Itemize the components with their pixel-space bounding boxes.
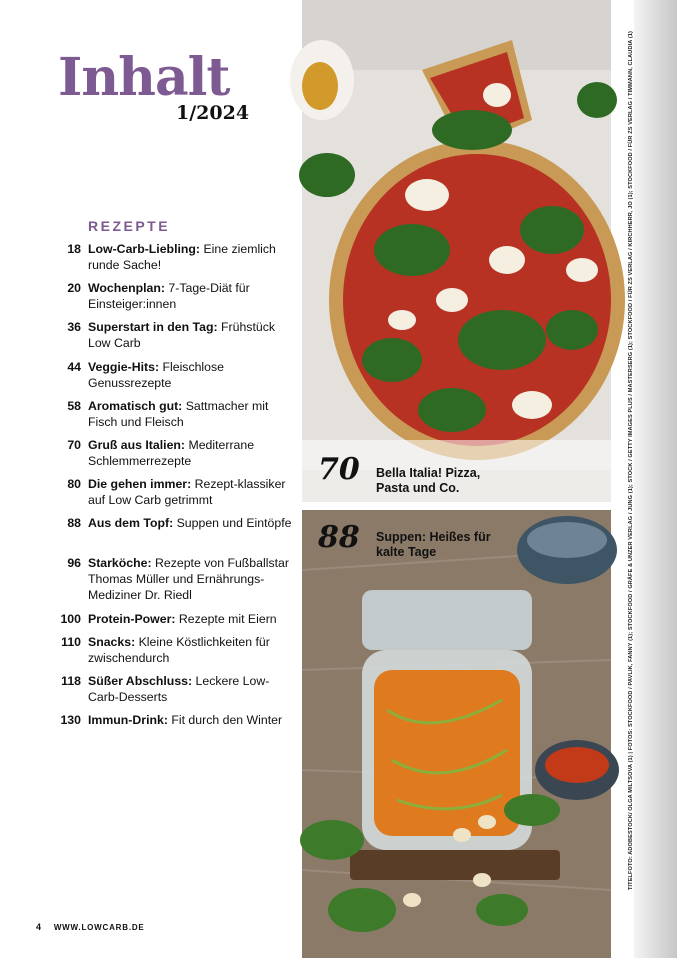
toc-page-number: 20 (67, 281, 81, 296)
toc-page-number: 18 (67, 242, 81, 256)
toc-page-number: 96 (67, 555, 81, 570)
feature-caption: Suppen: Heißes für kalte Tage (376, 530, 491, 559)
footer-page-number: 4 (36, 922, 42, 932)
toc-entry[interactable] (56, 712, 292, 751)
section-heading: REZEPTE (88, 218, 171, 234)
toc-entry-description: Eine ziemlich runde Sache! (88, 242, 276, 272)
toc-entry-description: Fit durch den Winter (171, 713, 283, 728)
toc-entry-title: Gruß aus Italien: (88, 437, 186, 452)
toc-entry-description: Leckere Low-Carb-Desserts (88, 674, 270, 705)
toc-page-number: 70 (67, 437, 81, 452)
table-of-contents (56, 241, 292, 752)
soup-photo[interactable] (302, 510, 611, 958)
toc-entry-description: Frühstück Low Carb (88, 320, 276, 351)
toc-entry-title: Süßer Abschluss: (88, 674, 193, 689)
toc-entry-title: Snacks: (88, 635, 136, 649)
toc-entry[interactable] (56, 359, 292, 398)
toc-entry[interactable] (56, 398, 292, 437)
toc-entry-title: Low-Carb-Liebling: (88, 242, 201, 256)
toc-entry[interactable] (56, 515, 292, 554)
toc-page-number: 118 (61, 674, 81, 689)
toc-entry-description: Mediterrane Schlemmerrezepte (88, 437, 255, 468)
toc-page-number: 100 (60, 611, 81, 626)
footer-website[interactable]: WWW.LOWCARB.DE (53, 923, 145, 932)
toc-entry-description: Suppen und Eintöpfe (176, 516, 292, 531)
toc-page-number: 88 (67, 516, 81, 531)
page-title: Inhalt (58, 47, 230, 108)
toc-page-number: 110 (61, 635, 81, 649)
toc-entry-title: Wochenplan: (88, 281, 165, 296)
toc-entry-description: Rezept-klassiker auf Low Carb getrimmt (88, 477, 286, 508)
toc-entry-title: Aromatisch gut: (88, 398, 183, 413)
toc-page-number: 44 (67, 359, 81, 374)
feature-caption: Bella Italia! Pizza, Pasta und Co. (376, 466, 481, 495)
toc-entry-title: Veggie-Hits: (88, 359, 160, 374)
toc-entry-description: 7-Tage-Diät für Einsteiger:innen (88, 281, 250, 312)
toc-entry-description: Fleischlose Genussrezepte (88, 359, 224, 390)
page-footer (36, 922, 145, 932)
toc-page-number: 130 (60, 713, 81, 728)
photo-credits-text: TITELFOTO: ADOBESTOCK/ OLGA MILTSOVA (1) | FOTOS: STOCKFOOD / PAVLIK, FANNY (1); STOCKFOOD / GRÄFE & UNZER VERLAG / JUNG (1); STOCK / GETTY IMAGES PLUS / MASTERSERG (1); STOCKFOOD / FÜR ZS VERLAG / KIRCHHERR, JO (1); STOCKFOOD / FÜR ZS VERLAG / TIMMANN, CLAUDIA (1) (628, 31, 634, 890)
toc-entry-description: Rezepte mit Eiern (178, 611, 277, 626)
toc-entry-title: Aus dem Topf: (88, 516, 174, 531)
toc-entry-title: Die gehen immer: (88, 477, 192, 492)
soup-jar-illustration (302, 510, 611, 958)
toc-entry[interactable] (56, 673, 292, 712)
toc-page-number: 36 (67, 320, 81, 335)
pizza-photo[interactable] (302, 0, 611, 502)
toc-entry-title: Superstart in den Tag: (88, 320, 218, 335)
toc-entry[interactable] (56, 611, 292, 635)
toc-entry-title: Starköche: (88, 555, 152, 570)
toc-entry[interactable] (56, 634, 292, 673)
photo-credits (615, 20, 634, 890)
feature-page-number: 88 (318, 520, 360, 555)
toc-entry[interactable] (56, 555, 292, 611)
toc-entry-title: Immun-Drink: (88, 713, 168, 728)
toc-entry[interactable] (56, 437, 292, 476)
issue-number: 1/2024 (176, 102, 250, 124)
toc-entry[interactable] (56, 319, 292, 358)
toc-entry-description: Rezepte von Fußballstar Thomas Müller und Ernährungs-Mediziner Dr. Riedl (88, 555, 289, 602)
toc-entry[interactable] (56, 280, 292, 319)
feature-page-number: 70 (318, 452, 360, 487)
toc-entry-description: Kleine Köstlichkeiten für zwischendurch (88, 635, 270, 665)
adjacent-page-edge (634, 0, 677, 958)
toc-entry-title: Protein-Power: (88, 611, 176, 626)
toc-page-number: 80 (67, 477, 81, 492)
toc-entry-description: Sattmacher mit Fisch und Fleisch (88, 398, 269, 429)
toc-entry[interactable] (56, 476, 292, 515)
toc-entry[interactable] (56, 241, 292, 280)
pizza-illustration (302, 0, 611, 502)
toc-page-number: 58 (67, 398, 81, 413)
